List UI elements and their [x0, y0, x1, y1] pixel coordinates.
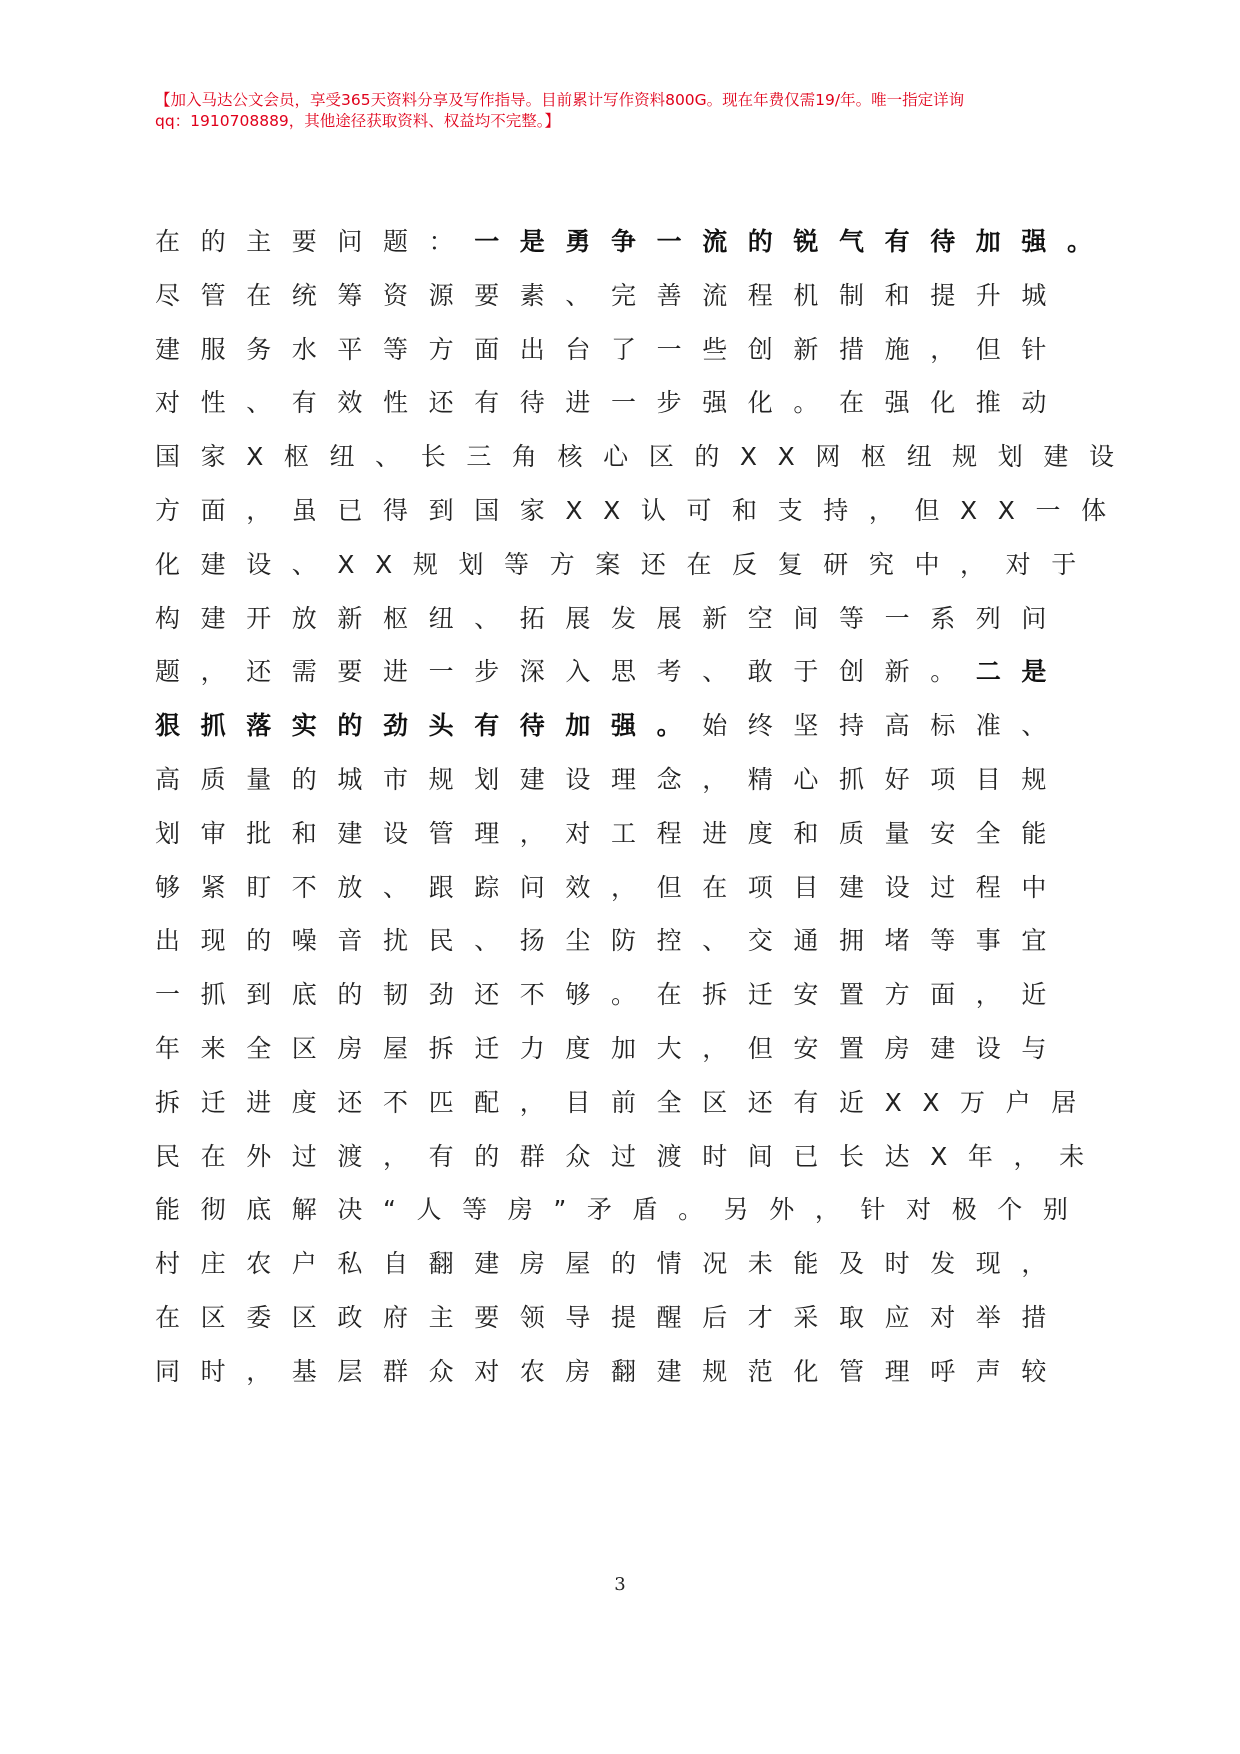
text-line: [155, 921, 1155, 961]
text-line: [155, 868, 1155, 908]
text-segment: 划审批和建设管理，对工程进度和质量安全能: [155, 819, 1068, 848]
text-line: [155, 330, 1155, 370]
text-line: [155, 1029, 1155, 1069]
text-line: [155, 276, 1155, 316]
text-segment: 民在外过渡，有的群众过渡时间已长达X年，未: [155, 1142, 1105, 1171]
text-segment: 化建设、XX规划等方案还在反复研究中，对于: [155, 550, 1097, 579]
text-line: [155, 706, 1155, 746]
text-segment: 国家X枢纽、长三角核心区的XX网枢纽规划建设: [155, 442, 1135, 471]
text-line: [155, 1137, 1155, 1177]
text-line: [155, 1298, 1155, 1338]
bold-text-segment: 狠抓落实的劲头有待加强。: [155, 711, 703, 740]
text-line: [155, 652, 1155, 692]
text-line: [155, 1190, 1155, 1230]
notice-line-1: 【加入马达公文会员，享受365天资料分享及写作指导。目前累计写作资料800G。现在年费仅需19/年。唯一指定详询: [155, 91, 965, 109]
text-line: [155, 1083, 1155, 1123]
text-line: [155, 545, 1155, 585]
text-line: [155, 975, 1155, 1015]
text-line: [155, 222, 1155, 262]
text-line: [155, 383, 1155, 423]
notice-line-2: qq：1910708889，其他途径获取资料、权益均不完整。】: [155, 112, 561, 130]
text-line: [155, 491, 1155, 531]
text-segment: 同时，基层群众对农房翻建规范化管理呼声较: [155, 1357, 1068, 1386]
text-segment: 方面，虽已得到国家XX认可和支持，但XX一体: [155, 496, 1127, 525]
bold-text-segment: 二是: [975, 657, 1068, 686]
text-segment: 建服务水平等方面出台了一些创新措施，但针: [155, 335, 1068, 364]
text-segment: 够紧盯不放、跟踪问效，但在项目建设过程中: [155, 873, 1068, 902]
page-number: 3: [614, 1574, 626, 1595]
text-segment: 出现的噪音扰民、扬尘防控、交通拥堵等事宜: [155, 926, 1068, 955]
text-segment: 拆迁进度还不匹配，目前全区还有近XX万户居: [155, 1088, 1097, 1117]
text-segment: 尽管在统筹资源要素、完善流程机制和提升城: [155, 281, 1068, 310]
text-segment: 年来全区房屋拆迁力度加大，但安置房建设与: [155, 1034, 1068, 1063]
text-segment: 对性、有效性还有待进一步强化。在强化推动: [155, 388, 1068, 417]
text-line: [155, 760, 1155, 800]
text-line: [155, 1352, 1155, 1392]
text-segment: 构建开放新枢纽、拓展发展新空间等一系列问: [155, 604, 1068, 633]
text-line: [155, 599, 1155, 639]
text-segment: 村庄农户私自翻建房屋的情况未能及时发现，: [155, 1249, 1068, 1278]
text-segment: 高质量的城市规划建设理念，精心抓好项目规: [155, 765, 1068, 794]
bold-text-segment: 一是勇争一流的锐气有待加强。: [474, 227, 1113, 256]
text-line: [155, 814, 1155, 854]
text-segment: 一抓到底的韧劲还不够。在拆迁安置方面，近: [155, 980, 1068, 1009]
membership-notice: [155, 90, 1095, 132]
text-line: [155, 1244, 1155, 1284]
text-segment: 在的主要问题：: [155, 227, 475, 256]
text-segment: 题，还需要进一步深入思考、敢于创新。: [155, 657, 976, 686]
text-segment: 在区委区政府主要领导提醒后才采取应对举措: [155, 1303, 1068, 1332]
text-segment: 能彻底解决“人等房”矛盾。另外，针对极个别: [155, 1195, 1089, 1224]
text-line: [155, 437, 1155, 477]
text-segment: 始终坚持高标准、: [702, 711, 1068, 740]
